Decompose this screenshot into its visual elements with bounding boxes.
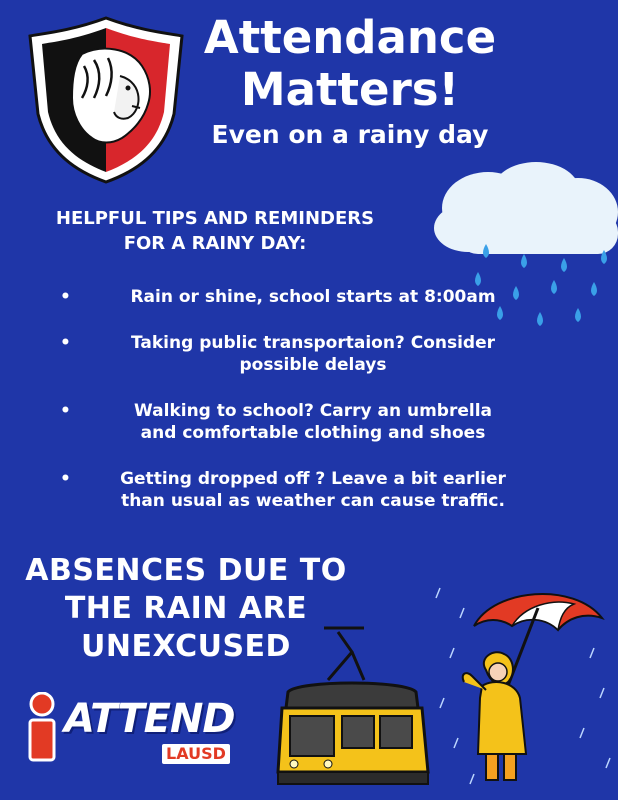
absence-line-1: ABSENCES DUE TO [25,553,347,588]
tram-icon [268,622,436,798]
list-item [60,332,540,376]
iattend-logo [22,688,262,778]
bullet-icon: • [60,401,71,421]
child-umbrella-icon [434,578,618,800]
tip-line: and comfortable clothing and shoes [140,423,486,443]
list-item [60,400,540,444]
tip-line: Getting dropped off ? Leave a bit earlier [120,469,506,489]
list-item [60,468,540,512]
tips-list [60,286,540,536]
tram-side-window [342,716,374,748]
tip-line: Taking public transportaion? Consider [131,333,495,353]
tips-heading-line-1: HELPFUL TIPS AND REMINDERS [55,208,375,229]
absence-line-3: UNEXCUSED [81,629,291,664]
list-item [60,286,540,308]
title-line-1: Attendance [203,11,497,64]
bullet-icon: • [60,287,71,307]
absence-line-2: THE RAIN ARE [64,591,308,626]
tram-side-window [380,716,412,748]
subtitle: Even on a rainy day [211,120,489,149]
tips-heading-line-2: FOR A RAINY DAY: [123,233,307,254]
tram-headlight [290,760,298,768]
title-line-2: Matters! [240,63,460,116]
pantograph [324,628,364,680]
tram-bumper [278,772,428,784]
tip-line: Rain or shine, school starts at 8:00am [130,287,496,307]
lion-shield-logo [24,14,188,184]
tip-line: than usual as weather can cause traffic. [121,491,505,511]
tram-front-window [290,716,334,756]
bullet-icon: • [60,333,71,353]
cloud-shape [434,162,618,254]
lausd-logo-text: LAUSD [162,744,230,764]
tips-heading [10,206,420,256]
tram-headlight [324,760,332,768]
i-letter-icon [22,692,62,762]
iattend-logo-text: ATTEND [64,696,235,742]
child-figure [463,652,526,780]
title-block [190,12,510,152]
tram-roof [286,683,418,708]
tip-line: Walking to school? Carry an umbrella [134,401,492,421]
bullet-icon: • [60,469,71,489]
tip-line: possible delays [239,355,387,375]
